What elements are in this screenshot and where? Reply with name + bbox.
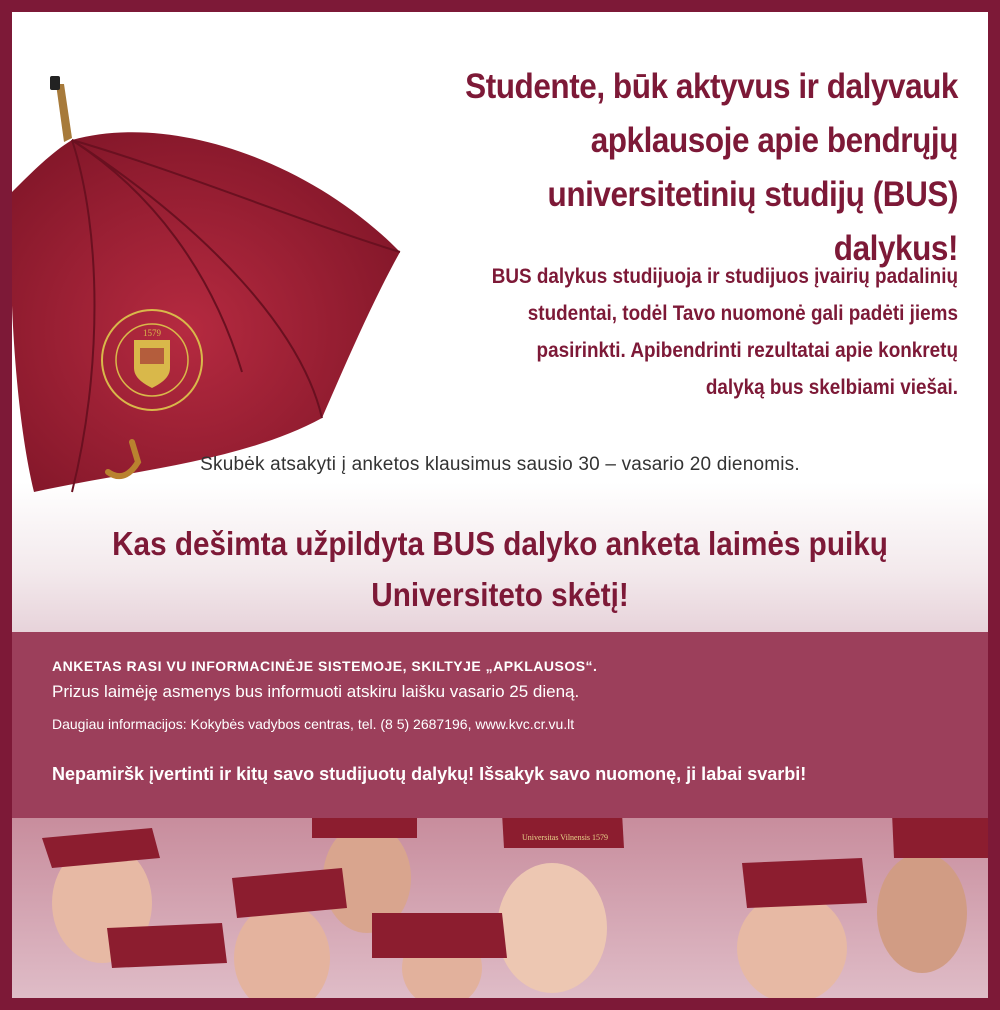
prize-line-2: Universiteto skėtį! xyxy=(371,576,629,613)
intro-paragraph xyxy=(454,258,958,406)
prize-line-1: Kas dešimta užpildyta BUS dalyko anketa laimės puikų xyxy=(112,525,888,562)
cap-band-text: Universitas Vilnensis 1579 xyxy=(522,833,609,842)
prize-heading xyxy=(61,518,939,620)
headline-line-2: apklausoje apie bendrųjų xyxy=(590,121,958,160)
info-reminder: Nepamiršk įvertinti ir kitų savo studijuotų dalykų! Išsakyk savo nuomonę, ji labai svarbi! xyxy=(52,764,807,784)
seal-year: 1579 xyxy=(143,328,161,338)
poster-body xyxy=(12,12,988,998)
students-photo xyxy=(12,818,988,998)
intro-line-1: BUS dalykus studijuoja ir studijuos įvairių padalinių xyxy=(491,265,958,288)
intro-line-4: dalyką bus skelbiami viešai. xyxy=(705,376,958,399)
intro-line-2: studentai, todėl Tavo nuomonė gali padėti jiems xyxy=(527,302,958,325)
info-location: ANKETAS RASI VU INFORMACINĖJE SISTEMOJE, SKILTYJE „APKLAUSOS“. xyxy=(52,658,598,674)
info-winners: Prizus laimėję asmenys bus informuoti atskiru laišku vasario 25 dieną. xyxy=(52,682,580,701)
students-illustration xyxy=(12,818,988,998)
deadline-text: Skubėk atsakyti į anketos klausimus sausio 30 – vasario 20 dienomis. xyxy=(200,454,800,475)
headline-line-3: universitetinių studijų (BUS) dalykus! xyxy=(547,175,958,268)
info-contact: Daugiau informacijos: Kokybės vadybos centras, tel. (8 5) 2687196, www.kvc.cr.vu.lt xyxy=(52,716,575,732)
umbrella-illustration xyxy=(12,72,412,512)
info-band xyxy=(12,632,988,818)
headline xyxy=(418,60,958,276)
intro-line-3: pasirinkti. Apibendrinti rezultatai apie konkretų xyxy=(536,339,958,362)
headline-line-1: Studente, būk aktyvus ir dalyvauk xyxy=(465,67,958,106)
